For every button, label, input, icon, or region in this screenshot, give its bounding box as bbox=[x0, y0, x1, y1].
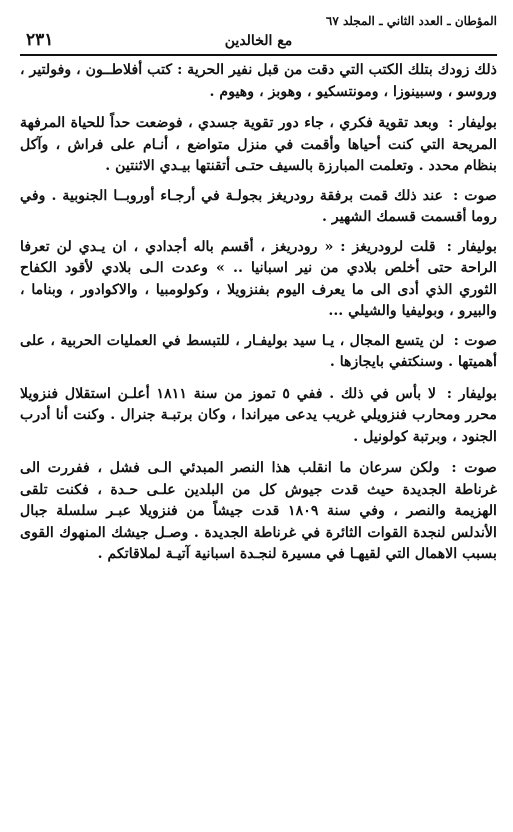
speaker-label: صوت : bbox=[453, 332, 497, 349]
paragraph-text: قلت لرودريغز : « رودريغز ، أقسم باله أجدادي ، ان يـدي لن تعرفا الراحة حتى أخلص بلادي من نير اسبانيا .. » وعدت الـى بلادي لأقود الكفاح الثوري الذي أدى الى ما يعرف اليوم بفنزويلا ، وكولومبيا ، والاكوادور ، وبناما ، والبيرو ، وبوليفيا والشيلي ... bbox=[20, 238, 497, 319]
page-header bbox=[20, 12, 497, 56]
paragraph-text: لن يتسع المجال ، يـا سيد بوليفـار ، للتبسط في العمليات الحربية ، على أهميتها . وسنكتفي بايجازها . bbox=[20, 332, 497, 370]
paragraph-text: وبعد تقوية فكري ، جاء دور تقوية جسدي ، فوضعت حداً للحياة المرفهة المريحة التي كنت أحياها وأقمت في منزل متواضع ، أنـام على فراش ، وآكل بنظام محدد . وتعلمت المبارزة بالسيف حتـى أتقنتها بيـدي الاثنتين . bbox=[20, 115, 497, 174]
paragraph-3 bbox=[20, 186, 497, 229]
paragraph-5 bbox=[20, 331, 497, 374]
speaker-label: بوليفار : bbox=[446, 385, 497, 402]
paragraph-4 bbox=[20, 237, 497, 323]
speaker-label: صوت : bbox=[452, 187, 497, 204]
speaker-label: بوليفار : bbox=[446, 238, 497, 255]
paragraph-1 bbox=[20, 60, 497, 103]
running-head: المؤطان ـ العدد الثاني ـ المجلد ٦٧ bbox=[325, 14, 497, 28]
paragraph-text: ذلك زودك بتلك الكتب التي دقت من قبل نفير الحرية : كتب أفلاطــون ، وفولتير ، وروسو ، وسبينوزا ، ومونتسكيو ، وهوبز ، وهيوم . bbox=[20, 62, 497, 100]
speaker-label: بوليفار : bbox=[448, 115, 497, 131]
page-number: ٢٣١ bbox=[26, 30, 54, 50]
paragraph-2 bbox=[20, 113, 497, 178]
paragraph-text: لا بأس في ذلك . ففي ٥ تموز من سنة ١٨١١ أعلـن استقلال فنزويلا محرر ومحارب فنزويلي غريب يدعى ميراندا ، وكان برتبـة جنرال . وكنت أنا أدرب الجنود ، وبرتبة كولونيل . bbox=[20, 385, 497, 445]
paragraph-6 bbox=[20, 384, 497, 449]
speaker-label: صوت : bbox=[451, 460, 497, 476]
paragraph-text: عند ذلك قمت برفقة رودريغز بجولـة في أرجـاء أوروبــا الجنوبية . وفي روما أقسمت قسمك الشهير . bbox=[20, 187, 497, 225]
paragraph-text: ولكن سرعان ما انقلب هذا النصر المبدئي الـى فشل ، ففررت الى غرناطة الجديدة حيث قدت جيوش كل من البلدين علـى حـدة ، فكنت تلقى الهزيمة والنصر ، وفي سنة ١٨٠٩ قدت جيشاً من فنزويلا عبـر سلسلة جبال الأندلس لنجدة القوات الثائرة في غرناطة الجديدة . وصـل جيشك المنهوك القوى بسبب الاهمال التي لقيهـا في مسيرة لنجـدة اسبانية آتيـة لملاقاتكم . bbox=[20, 460, 497, 562]
paragraph-7 bbox=[20, 458, 497, 566]
page-body bbox=[20, 56, 497, 566]
book-page bbox=[20, 12, 497, 822]
section-title: مع الخالدين bbox=[224, 33, 293, 49]
